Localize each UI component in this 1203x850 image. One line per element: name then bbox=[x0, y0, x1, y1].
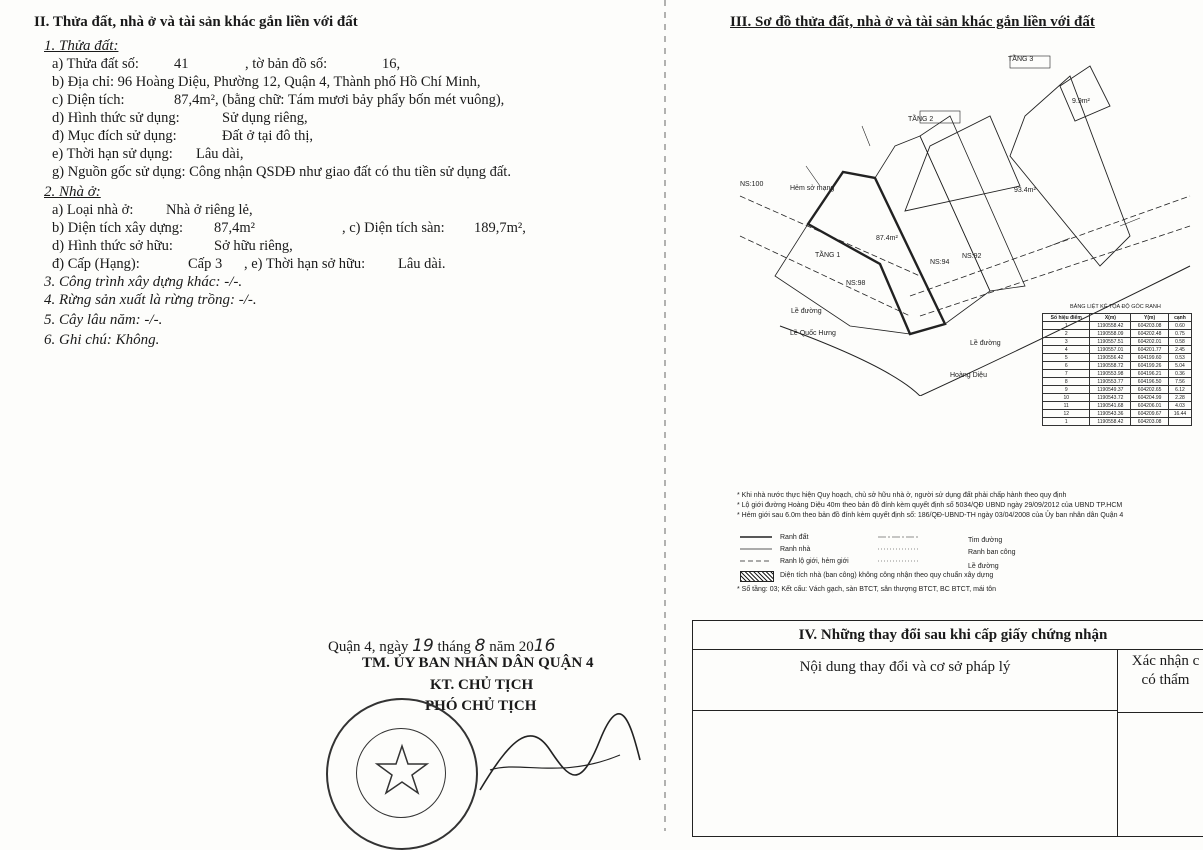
coord-cell: 7 bbox=[1043, 370, 1090, 378]
date-month: 8 bbox=[474, 636, 486, 656]
coord-cell: 16.44 bbox=[1168, 410, 1191, 418]
coord-cell: 2 bbox=[1043, 330, 1090, 338]
land-a-label: a) Thửa đất số: bbox=[52, 56, 139, 72]
legend-tim-duong: Tim đường bbox=[968, 537, 1003, 544]
coord-cell: 9 bbox=[1043, 386, 1090, 394]
coord-cell: 604196.50 bbox=[1131, 378, 1169, 386]
note-1: * Khi nhà nước thực hiện Quy hoạch, chủ sở hữu nhà ở, người sử dụng đất phải chấp hành theo quy định bbox=[737, 492, 1067, 499]
coord-cell: 3 bbox=[1043, 338, 1090, 346]
coord-row bbox=[1043, 338, 1192, 346]
coord-row bbox=[1043, 418, 1192, 426]
signature-icon bbox=[470, 700, 650, 810]
coord-cell: 4.03 bbox=[1168, 402, 1191, 410]
date-year-label: năm 20 bbox=[489, 639, 534, 655]
area-2-label: 93.4m² bbox=[1014, 187, 1036, 194]
item-3: 3. Công trình xây dựng khác: -/-. bbox=[44, 274, 243, 290]
coord-header: Y(m) bbox=[1131, 314, 1169, 322]
coord-cell: 604202.65 bbox=[1131, 386, 1169, 394]
house-b-value: 87,4m² bbox=[214, 220, 256, 236]
house-e-value: Lâu dài. bbox=[398, 256, 446, 272]
item-4: 4. Rừng sản xuất là rừng trồng: -/-. bbox=[44, 292, 257, 308]
coord-header: cạnh bbox=[1168, 314, 1191, 322]
coord-table-title: BẢNG LIỆT KÊ TỌA ĐỘ GÓC RANH bbox=[1070, 304, 1161, 310]
coord-cell: 6 bbox=[1043, 362, 1090, 370]
legend-ranh-dat: Ranh đất bbox=[780, 534, 809, 541]
coord-cell: 604196.21 bbox=[1131, 370, 1169, 378]
ns92-label: NS:92 bbox=[962, 253, 982, 260]
coord-row bbox=[1043, 386, 1192, 394]
coord-cell: 5.04 bbox=[1168, 362, 1191, 370]
coord-cell: 1190553.98 bbox=[1090, 370, 1131, 378]
land-heading: 1. Thửa đất: bbox=[44, 38, 119, 54]
coord-row bbox=[1043, 370, 1192, 378]
coord-cell: 7.56 bbox=[1168, 378, 1191, 386]
coord-header: Số hiệu điểm bbox=[1043, 314, 1090, 322]
land-dd-label: đ) Mục đích sử dụng: bbox=[52, 128, 177, 144]
coord-cell: 1190549.37 bbox=[1090, 386, 1131, 394]
note-3: * Hẻm giới sau 6.0m theo bản đồ đính kèm quyết định số: 186/QĐ-UBND-TH ngày 03/04/2008 của Ủy ban nhân dân Quận 4 bbox=[737, 512, 1124, 519]
coord-cell: 604203.08 bbox=[1131, 418, 1169, 426]
coord-cell: 8 bbox=[1043, 378, 1090, 386]
coord-row bbox=[1043, 346, 1192, 354]
coord-cell: 604203.08 bbox=[1131, 322, 1169, 330]
note-4: * Số tầng: 03; Kết cấu: Vách gạch, sàn BTCT, sân thượng BTCT, BC BTCT, mái tôn bbox=[737, 586, 997, 593]
coord-cell: 1190557.01 bbox=[1090, 346, 1131, 354]
coord-cell: 11 bbox=[1043, 402, 1090, 410]
coord-cell: 1190553.77 bbox=[1090, 378, 1131, 386]
stamp-star-icon bbox=[328, 700, 476, 848]
official-stamp bbox=[326, 698, 478, 850]
street-le-duong-2: Lề đường bbox=[970, 340, 1001, 347]
coord-cell: 604202.01 bbox=[1131, 338, 1169, 346]
coord-cell: 0.75 bbox=[1168, 330, 1191, 338]
land-a-row bbox=[52, 56, 139, 73]
coordinates-table bbox=[1042, 313, 1192, 426]
coord-cell: 604199.60 bbox=[1131, 354, 1169, 362]
coord-row bbox=[1043, 394, 1192, 402]
land-d-label: d) Hình thức sử dụng: bbox=[52, 110, 180, 126]
coord-cell: 604209.67 bbox=[1131, 410, 1169, 418]
house-b-label: b) Diện tích xây dựng: bbox=[52, 220, 184, 236]
changes-col-confirm bbox=[1118, 650, 1203, 713]
coord-header-row bbox=[1043, 314, 1192, 322]
legend-hatch: Diện tích nhà (ban công) không công nhận theo quy chuẩn xây dựng bbox=[780, 572, 994, 579]
coord-cell: 2.45 bbox=[1168, 346, 1191, 354]
legend-ranh-nha: Ranh nhà bbox=[780, 546, 811, 553]
coord-cell: 1190558.42 bbox=[1090, 418, 1131, 426]
house-dd-value: Cấp 3 bbox=[188, 256, 223, 272]
land-a-map-value: 16, bbox=[382, 56, 401, 72]
land-b: b) Địa chỉ: 96 Hoàng Diệu, Phường 12, Quận 4, Thành phố Hồ Chí Minh, bbox=[52, 74, 481, 90]
coord-cell: 0.60 bbox=[1168, 322, 1191, 330]
house-c-label: , c) Diện tích sàn: bbox=[342, 220, 445, 236]
coord-cell: 0.58 bbox=[1168, 338, 1191, 346]
coord-cell bbox=[1168, 418, 1191, 426]
date-prefix: Quận 4, ngày bbox=[328, 639, 409, 655]
house-a-value: Nhà ở riêng lẻ, bbox=[166, 202, 253, 218]
floor-2-label: TẦNG 2 bbox=[908, 116, 934, 123]
legend-le-duong: Lề đường bbox=[968, 563, 999, 570]
street-hoang-dieu: Hoàng Diệu bbox=[950, 372, 987, 379]
changes-table-title: IV. Những thay đổi sau khi cấp giấy chứng nhận bbox=[693, 621, 1203, 650]
confirm-line-1: Xác nhận c bbox=[1131, 653, 1200, 669]
item-5: 5. Cây lâu năm: -/-. bbox=[44, 312, 163, 328]
coord-row bbox=[1043, 322, 1192, 330]
legend-hatch-swatch bbox=[740, 571, 774, 582]
ns98-label: NS:98 bbox=[846, 280, 866, 287]
land-c-label: c) Diện tích: bbox=[52, 92, 125, 108]
coord-cell: 604199.26 bbox=[1131, 362, 1169, 370]
coord-cell: 12 bbox=[1043, 410, 1090, 418]
page-divider bbox=[664, 0, 666, 831]
coord-row bbox=[1043, 362, 1192, 370]
house-a-label: a) Loại nhà ở: bbox=[52, 202, 134, 218]
coord-cell: 1190556.42 bbox=[1090, 354, 1131, 362]
coord-row bbox=[1043, 378, 1192, 386]
coord-cell: 0.53 bbox=[1168, 354, 1191, 362]
sign-title: PHÓ CHỦ TỊCH bbox=[425, 698, 537, 714]
coord-header: X(m) bbox=[1090, 314, 1131, 322]
coord-row bbox=[1043, 410, 1192, 418]
coord-cell: 1 bbox=[1043, 418, 1090, 426]
street-le-quoc-hung: Lề Quốc Hưng bbox=[790, 330, 836, 337]
coord-row bbox=[1043, 354, 1192, 362]
house-d-label: d) Hình thức sở hữu: bbox=[52, 238, 173, 254]
coord-cell: 1190558.42 bbox=[1090, 322, 1131, 330]
ns100-label: NS:100 bbox=[740, 181, 764, 188]
item-6: 6. Ghi chú: Không. bbox=[44, 332, 160, 348]
coord-cell: 1190558.09 bbox=[1090, 330, 1131, 338]
note-2: * Lộ giới đường Hoàng Diệu 40m theo bản đồ đính kèm quyết định số 5034/QĐ UBND ngày 29/09/2012 của UBND TP.HCM bbox=[737, 502, 1123, 509]
area-1-label: 87.4m² bbox=[876, 235, 898, 242]
date-day: 19 bbox=[412, 636, 434, 656]
street-le-duong-1: Lề đường bbox=[791, 308, 822, 315]
land-g: g) Nguồn gốc sử dụng: Công nhận QSDĐ như giao đất có thu tiền sử dụng đất. bbox=[52, 164, 511, 180]
changes-col-content: Nội dung thay đổi và cơ sở pháp lý bbox=[693, 650, 1118, 711]
confirm-line-2: có thẩm bbox=[1141, 672, 1190, 688]
land-e-label: e) Thời hạn sử dụng: bbox=[52, 146, 173, 162]
coord-cell: 4 bbox=[1043, 346, 1090, 354]
ns94-label: NS:94 bbox=[930, 259, 950, 266]
coord-cell: 2.28 bbox=[1168, 394, 1191, 402]
coord-cell: 1190558.72 bbox=[1090, 362, 1131, 370]
land-e-value: Lâu dài, bbox=[196, 146, 244, 162]
coord-cell: 5 bbox=[1043, 354, 1090, 362]
land-dd-value: Đất ở tại đô thị, bbox=[222, 128, 314, 144]
sign-kt: KT. CHỦ TỊCH bbox=[430, 677, 534, 693]
date-year: 16 bbox=[533, 636, 556, 656]
house-d-value: Sở hữu riêng, bbox=[214, 238, 293, 254]
section-iii-title: III. Sơ đồ thửa đất, nhà ở và tài sản khác gắn liền với đất bbox=[730, 14, 1095, 30]
coord-cell: 604202.48 bbox=[1131, 330, 1169, 338]
coord-row bbox=[1043, 402, 1192, 410]
house-e-label: , e) Thời hạn sở hữu: bbox=[244, 256, 366, 272]
coord-cell: 604201.77 bbox=[1131, 346, 1169, 354]
coord-cell: 1190543.36 bbox=[1090, 410, 1131, 418]
legend-ban-cong: Ranh ban công bbox=[968, 549, 1016, 556]
land-a-map-label: , tờ bản đồ số: bbox=[245, 56, 328, 72]
changes-table bbox=[692, 620, 1203, 837]
section-ii-title: II. Thửa đất, nhà ở và tài sản khác gắn liền với đất bbox=[34, 14, 358, 30]
alley-label: Hẻm sở mạng bbox=[790, 185, 835, 192]
coord-cell: 10 bbox=[1043, 394, 1090, 402]
land-d-value: Sử dụng riêng, bbox=[222, 110, 308, 126]
coord-row bbox=[1043, 330, 1192, 338]
area-3-label: 9.9m² bbox=[1072, 98, 1090, 105]
issue-date bbox=[328, 636, 555, 656]
changes-col-divider bbox=[1117, 710, 1118, 836]
house-dd-label: đ) Cấp (Hạng): bbox=[52, 256, 140, 272]
house-c-value: 189,7m², bbox=[474, 220, 526, 236]
land-c-value: 87,4m², (bằng chữ: Tám mươi bảy phẩy bốn mét vuông), bbox=[174, 92, 505, 108]
coord-cell: 1190543.72 bbox=[1090, 394, 1131, 402]
coord-cell: 1190557.51 bbox=[1090, 338, 1131, 346]
floor-1-label: TẦNG 1 bbox=[815, 252, 841, 259]
coord-cell: 604204.99 bbox=[1131, 394, 1169, 402]
coord-cell: 1190541.68 bbox=[1090, 402, 1131, 410]
coord-cell: 1 bbox=[1043, 322, 1090, 330]
coord-cell: 6.12 bbox=[1168, 386, 1191, 394]
sign-org: TM. ỦY BAN NHÂN DÂN QUẬN 4 bbox=[362, 655, 594, 671]
coord-cell: 0.36 bbox=[1168, 370, 1191, 378]
legend-lo-gioi: Ranh lộ giới, hẻm giới bbox=[780, 558, 849, 565]
floor-3-label: TẦNG 3 bbox=[1008, 56, 1034, 63]
date-month-label: tháng bbox=[437, 639, 471, 655]
land-a-value: 41 bbox=[174, 56, 189, 72]
coord-cell: 604206.01 bbox=[1131, 402, 1169, 410]
house-heading: 2. Nhà ở: bbox=[44, 184, 101, 200]
